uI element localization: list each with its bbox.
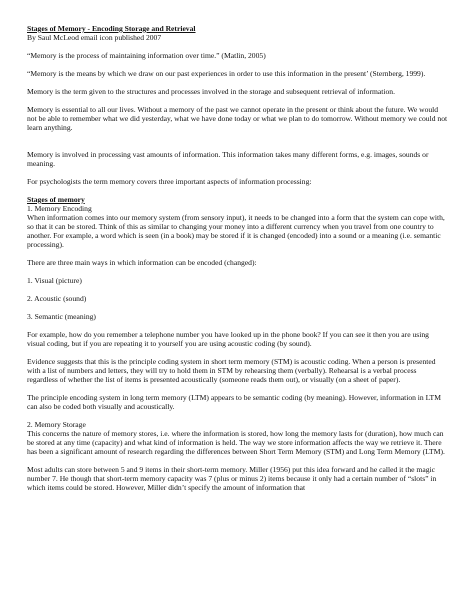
list-item-visual: 1. Visual (picture) bbox=[27, 276, 82, 285]
section-heading: Stages of memory bbox=[27, 195, 85, 204]
three-ways-text: There are three main ways in which information can be encoded (changed): bbox=[27, 258, 257, 267]
paragraph-miller: Most adults can store between 5 and 9 items in their short-term memory. Miller (1956) put this idea forward and he called it the magic number 7. He though that short-term memory capacity was 7 (plus or minus 2) items because it only had a certain number of “slots” in which items could be stored. However, Miller didn’t specify the amount of information that bbox=[27, 465, 437, 492]
paragraph-ltm: The principle encoding system in long term memory (LTM) appears to be semantic coding (by meaning). However, information in LTM can also be coded both visually and acoustically. bbox=[27, 393, 441, 411]
storage-text: This concerns the nature of memory stores, i.e. where the information is stored, how long the memory lasts for (duration), how much can be stored at any time (capacity) and what kind of information is held. The way we store information affects the way we retrieve it. There has been a significant amount of research regarding the differences between Short Term Memory (STM) and Long Term Memory (LTM). bbox=[27, 429, 445, 456]
quote-matlin: “Memory is the process of maintaining information over time.” (Matlin, 2005) bbox=[27, 51, 266, 60]
byline: By Saul McLeod email icon published 2007 bbox=[27, 33, 162, 42]
paragraph-telephone: For example, how do you remember a telephone number you have looked up in the phone book? If you can see it then you are using visual coding, but if you are repeating it to yourself you are using acoustic coding (by sound). bbox=[27, 330, 429, 348]
list-item-semantic: 3. Semantic (meaning) bbox=[27, 312, 96, 321]
paragraph-essential: Memory is essential to all our lives. Without a memory of the past we cannot operate in the present or think about the future. We would not be able to remember what we did yesterday, what we have done today or what we plan to do tomorrow. Without memory we could not learn anything. bbox=[27, 105, 448, 132]
encoding-text: When information comes into our memory system (from sensory input), it needs to be changed into a form that the system can cope with, so that it can be stored. Think of this as similar to changing your money into a different currency when you travel from one country to another. For example, a word which is seen (in a book) may be stored if it is changed (encoded) into a sound or a meaning (i.e. semantic processing). bbox=[27, 213, 445, 249]
document-title: Stages of Memory - Encoding Storage and Retrieval bbox=[27, 24, 196, 33]
storage-heading: 2. Memory Storage bbox=[27, 420, 86, 429]
paragraph-definition: Memory is the term given to the structures and processes involved in the storage and subsequent retrieval of information. bbox=[27, 87, 395, 96]
paragraph-evidence: Evidence suggests that this is the principle coding system in short term memory (STM) is acoustic coding. When a person is presented with a list of numbers and letters, they will try to hold them in STM by rehearsing them (verbally). Rehearsal is a verbal process regardless of whether the list of items is presented acoustically (someone reads them out), or visually (on a sheet of paper). bbox=[27, 357, 436, 384]
quote-sternberg: “Memory is the means by which we draw on our past experiences in order to use this information in the present’ (Sternberg, 1999). bbox=[27, 69, 426, 78]
paragraph-psychologists: For psychologists the term memory covers three important aspects of information processing: bbox=[27, 177, 312, 186]
paragraph-processing: Memory is involved in processing vast amounts of information. This information takes many different forms, e.g. images, sounds or meaning. bbox=[27, 150, 429, 168]
list-item-acoustic: 2. Acoustic (sound) bbox=[27, 294, 87, 303]
encoding-heading: 1. Memory Encoding bbox=[27, 204, 92, 213]
